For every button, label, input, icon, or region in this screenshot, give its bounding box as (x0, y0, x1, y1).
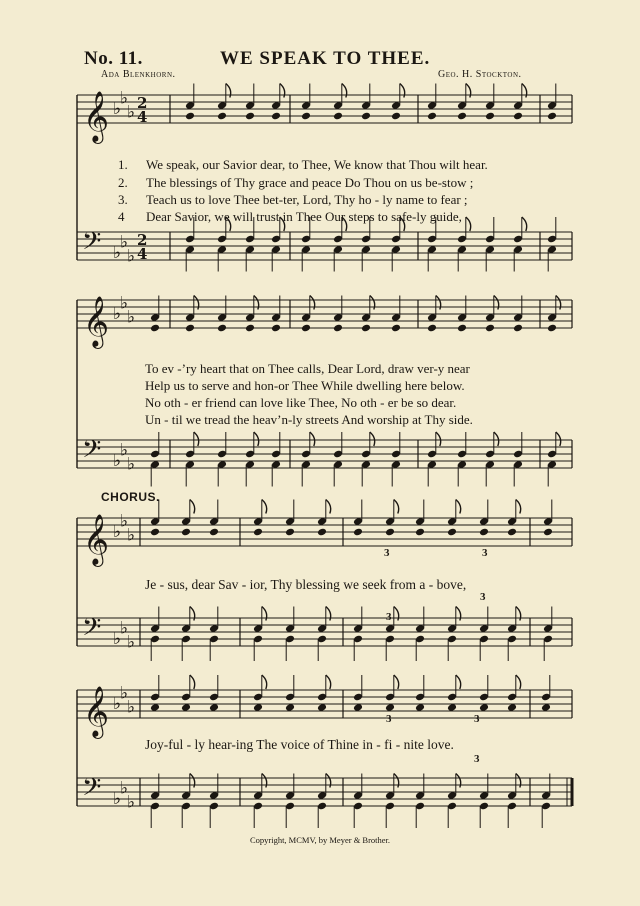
verse-number: 2. (118, 175, 128, 190)
note-flag (254, 432, 259, 446)
time-signature-bottom: 4 (137, 245, 148, 263)
notehead (415, 528, 425, 537)
notehead (543, 528, 553, 537)
time-signature-bottom: 4 (137, 108, 148, 126)
note-flag (516, 675, 521, 689)
treble-clef-icon: 𝄞 (83, 514, 110, 565)
notehead (391, 112, 401, 121)
chorus-lyric-1: Je - sus, dear Sav - ior, Thy blessing we seek from a - bove, (145, 577, 467, 592)
flat-icon: ♭ (113, 304, 122, 324)
note-flag (456, 675, 461, 689)
note-flag (194, 432, 199, 446)
notehead (547, 324, 557, 333)
notehead (485, 112, 495, 121)
treble-clef-icon: 𝄞 (83, 91, 110, 142)
flat-icon: ♭ (113, 789, 122, 809)
verse-3-line-1: 3. Teach us to love Thee bet-ter, Lord, Thy ho - ly name to fear ; (118, 192, 468, 207)
notehead (150, 528, 160, 537)
flat-icon: ♭ (127, 632, 136, 653)
notehead (245, 112, 255, 121)
notehead (385, 528, 395, 537)
notehead (547, 112, 557, 121)
notehead (485, 324, 495, 333)
hymn-number: No. 11. (84, 48, 143, 69)
treble-clef-icon: 𝄞 (83, 296, 110, 347)
flat-icon: ♭ (120, 683, 129, 704)
notehead (391, 324, 401, 333)
flat-icon: ♭ (127, 307, 136, 328)
notehead (513, 324, 523, 333)
verse-1-line-1: 1. We speak, our Savior dear, to Thee, We know that Thou wilt hear. (118, 157, 488, 172)
verse-number: 4 (118, 209, 125, 224)
verse-2-line-2: Help us to serve and hon-or Thee While dwelling here below. (145, 378, 465, 393)
note-flag (466, 217, 471, 231)
notehead (317, 528, 327, 537)
triplet-mark: 3 (384, 547, 390, 559)
copyright-notice: Copyright, MCMV, by Meyer & Brother. (249, 835, 391, 845)
verse-number: 1. (118, 157, 128, 172)
notehead (427, 324, 437, 333)
notehead (333, 112, 343, 121)
notehead (479, 528, 489, 537)
verse-4-line-1: 4 Dear Savior, we will trust in Thee Our steps to safe-ly guide, (118, 209, 462, 224)
notehead (217, 324, 227, 333)
notehead (427, 112, 437, 121)
note-flag (456, 500, 461, 514)
flat-icon: ♭ (127, 697, 136, 718)
triplet-mark: 3 (386, 713, 392, 725)
notehead (245, 324, 255, 333)
note-flag (190, 500, 195, 514)
triplet-mark: 3 (480, 591, 486, 603)
notehead (353, 528, 363, 537)
note-flag (436, 432, 441, 446)
chorus-lyric-2: Joy-ful - ly hear-ing The voice of Thine in - fi - nite love. (145, 737, 454, 752)
notehead (447, 528, 457, 537)
chorus-label: CHORUS. (101, 490, 160, 504)
note-flag (310, 432, 315, 446)
flat-icon: ♭ (113, 243, 122, 263)
notehead (217, 112, 227, 121)
notehead (361, 324, 371, 333)
composer-credit: Geo. H. Stockton. (438, 69, 522, 80)
bass-clef-icon: 𝄢 (82, 613, 102, 648)
flat-icon: ♭ (113, 629, 122, 649)
flat-icon: ♭ (127, 525, 136, 546)
flat-icon: ♭ (113, 694, 122, 714)
note-flag (326, 675, 331, 689)
flat-icon: ♭ (127, 454, 136, 475)
flat-icon: ♭ (120, 440, 129, 461)
verse-1-line-2: To ev -’ry heart that on Thee calls, Dear Lord, draw ver-y near (145, 361, 470, 376)
flat-icon: ♭ (120, 778, 129, 799)
notehead (150, 324, 160, 333)
author-credit: Ada Blenkhorn. (101, 69, 176, 80)
time-signature-top: 2 (137, 231, 148, 249)
note-flag (494, 432, 499, 446)
notehead (507, 528, 517, 537)
note-flag (556, 432, 561, 446)
flat-icon: ♭ (120, 232, 129, 253)
note-flag (522, 217, 527, 231)
triplet-mark: 3 (386, 611, 392, 623)
flat-icon: ♭ (113, 522, 122, 542)
notehead (361, 112, 371, 121)
triplet-mark: 3 (474, 713, 480, 725)
flat-icon: ♭ (127, 246, 136, 267)
bass-clef-icon: 𝄢 (82, 435, 102, 470)
verse-3-line-2: No oth - er friend can love like Thee, No oth - er be so dear. (145, 395, 457, 410)
notehead (271, 324, 281, 333)
notehead (185, 324, 195, 333)
flat-icon: ♭ (127, 102, 136, 123)
triplet-mark: 3 (474, 753, 480, 765)
notehead (301, 324, 311, 333)
notehead (209, 528, 219, 537)
flat-icon: ♭ (127, 792, 136, 813)
note-flag (370, 432, 375, 446)
notehead (513, 112, 523, 121)
flat-icon: ♭ (113, 451, 122, 471)
triplet-mark: 3 (482, 547, 488, 559)
time-signature-top: 2 (137, 94, 148, 112)
bass-clef-icon: 𝄢 (82, 773, 102, 808)
notehead (185, 112, 195, 121)
notehead (285, 528, 295, 537)
flat-icon: ♭ (120, 511, 129, 532)
notehead (457, 112, 467, 121)
note-flag (262, 500, 267, 514)
verse-number: 3. (118, 192, 128, 207)
bass-clef-icon: 𝄢 (82, 227, 102, 262)
verse-4-line-2: Un - til we tread the heav’n-ly streets And worship at Thy side. (145, 412, 473, 427)
notehead (271, 112, 281, 121)
note-flag (394, 675, 399, 689)
note-flag (516, 500, 521, 514)
notehead (333, 324, 343, 333)
notehead (457, 324, 467, 333)
flat-icon: ♭ (113, 99, 122, 119)
treble-clef-icon: 𝄞 (83, 686, 110, 737)
notehead (181, 528, 191, 537)
notehead (253, 528, 263, 537)
note-flag (326, 500, 331, 514)
hymn-title: WE SPEAK TO THEE. (220, 48, 431, 69)
note-flag (394, 500, 399, 514)
notehead (301, 112, 311, 121)
note-flag (190, 675, 195, 689)
flat-icon: ♭ (120, 618, 129, 639)
verse-2-line-1: 2. The blessings of Thy grace and peace Do Thou on us be-stow ; (118, 175, 474, 190)
note-flag (262, 675, 267, 689)
flat-icon: ♭ (120, 293, 129, 314)
flat-icon: ♭ (120, 88, 129, 109)
